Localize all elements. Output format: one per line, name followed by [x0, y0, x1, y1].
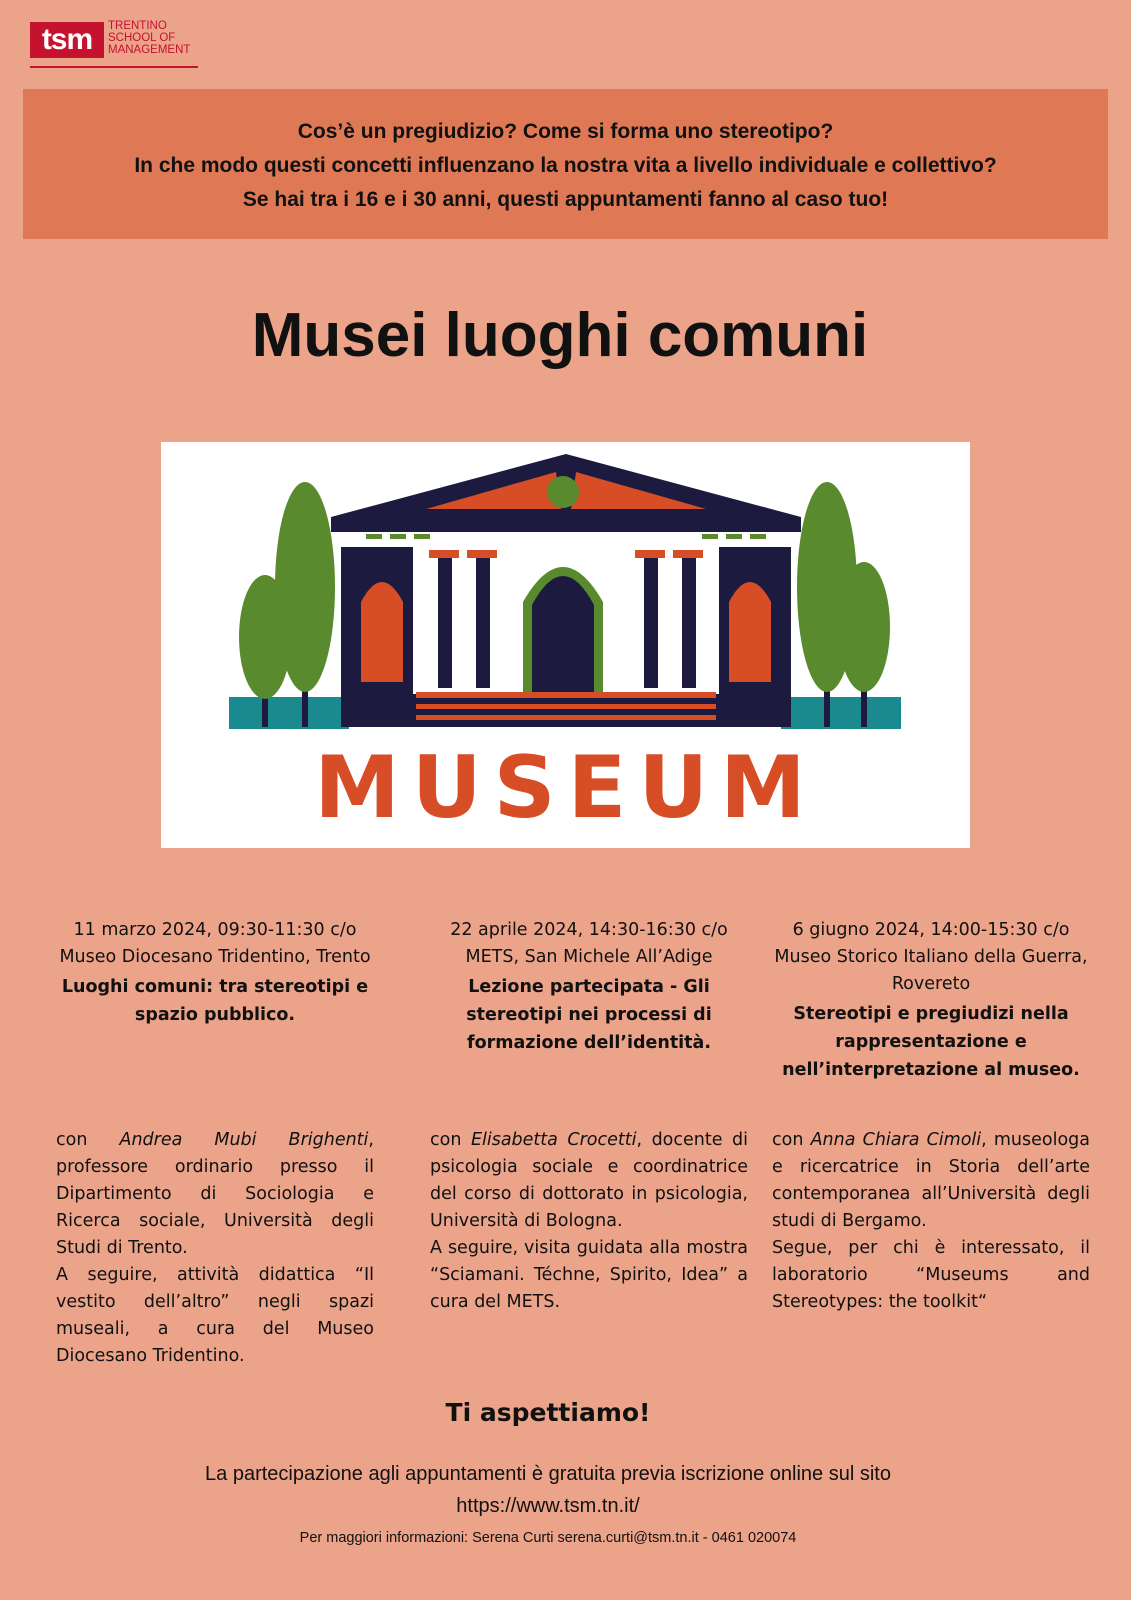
- tree-left: [239, 482, 335, 727]
- event-description: [772, 1127, 1090, 1316]
- event-description: [56, 1127, 374, 1370]
- banner-line-3: Se hai tra i 16 e i 30 anni, questi appuntamenti fanno al caso tuo!: [242, 188, 889, 211]
- event-date-location: 11 marzo 2024, 09:30-11:30 c/o Museo Diocesano Tridentino, Trento: [59, 920, 371, 967]
- speaker-name: Andrea Mubi Brighenti: [119, 1130, 369, 1150]
- speaker-bio: , docente di psicologia sociale e coordinatrice del corso di dottorato in psicologia, Università di Bologna.: [430, 1130, 748, 1231]
- closing-message: Ti aspettiamo!: [445, 1398, 651, 1427]
- logo-words: [108, 20, 200, 56]
- speaker-name: Anna Chiara Cimoli: [810, 1130, 982, 1150]
- registration-text: La partecipazione agli appuntamenti è gratuita previa iscrizione online sul sito: [205, 1463, 891, 1485]
- banner-line-1: Cos’è un pregiudizio? Come si forma uno stereotipo?: [297, 120, 834, 143]
- page-title: Musei luoghi comuni: [251, 301, 869, 370]
- museum-illustration: [161, 442, 970, 848]
- museum-word: MUSEUM: [314, 738, 818, 838]
- event-column-1: [56, 917, 374, 1366]
- event-subtitle: Lezione partecipata - Gli stereotipi nei processi di formazione dell’identità.: [466, 977, 712, 1053]
- intro-banner: [23, 89, 1108, 239]
- logo-line-3: MANAGEMENT: [108, 44, 191, 56]
- logo-underline: [30, 66, 198, 68]
- speaker-name: Elisabetta Crocetti: [470, 1130, 637, 1150]
- event-followup: A seguire, visita guidata alla mostra “Sciamani. Téchne, Spirito, Idea” a cura del METS.: [430, 1238, 748, 1312]
- event-subtitle: Luoghi comuni: tra stereotipi e spazio pubblico.: [61, 977, 369, 1025]
- con-label: con: [56, 1130, 88, 1150]
- speaker-bio: , professore ordinario presso il Dipartimento di Sociologia e Ricerca sociale, Università degli Studi di Trento.: [56, 1130, 374, 1258]
- ground-strip-left: [229, 697, 349, 729]
- event-date-location: 6 giugno 2024, 14:00-15:30 c/o Museo Storico Italiano della Guerra, Rovereto: [774, 920, 1088, 994]
- event-followup: A seguire, attività didattica “Il vestito dell’altro” negli spazi museali, a cura del Museo Diocesano Tridentino.: [56, 1265, 374, 1366]
- banner-line-2: In che modo questi concetti influenzano la nostra vita a livello individuale e collettivo?: [134, 154, 997, 177]
- tree-right: [797, 482, 890, 727]
- event-column-3: [772, 917, 1090, 1312]
- registration-link[interactable]: https://www.tsm.tn.it/: [456, 1495, 640, 1517]
- contact-info: Per maggiori informazioni: Serena Curti serena.curti@tsm.tn.it - 0461 020074: [299, 1530, 797, 1546]
- logo-abbr: tsm: [30, 22, 104, 58]
- logo-line-1: TRENTINO: [108, 20, 167, 32]
- museum-building: [331, 454, 801, 727]
- registration-info: [0, 1458, 1096, 1522]
- museum-drawing: [161, 442, 970, 848]
- event-subtitle: Stereotipi e pregiudizi nella rappresentazione e nell’interpretazione al museo.: [782, 1004, 1080, 1080]
- tsm-logo: [30, 20, 200, 70]
- event-followup: Segue, per chi è interessato, il laboratorio “Museums and Stereotypes: the toolkit“: [772, 1238, 1090, 1312]
- event-date-location: 22 aprile 2024, 14:30-16:30 c/o METS, San Michele All’Adige: [450, 920, 728, 967]
- logo-line-2: SCHOOL OF: [108, 32, 176, 44]
- event-column-2: [430, 917, 748, 1312]
- ground-strip-right: [781, 697, 901, 729]
- speaker-bio: , museologa e ricercatrice in Storia dell’arte contemporanea all’Università degli studi di Bergamo.: [772, 1130, 1090, 1231]
- con-label: con: [430, 1130, 462, 1150]
- con-label: con: [772, 1130, 804, 1150]
- event-description: [430, 1127, 748, 1316]
